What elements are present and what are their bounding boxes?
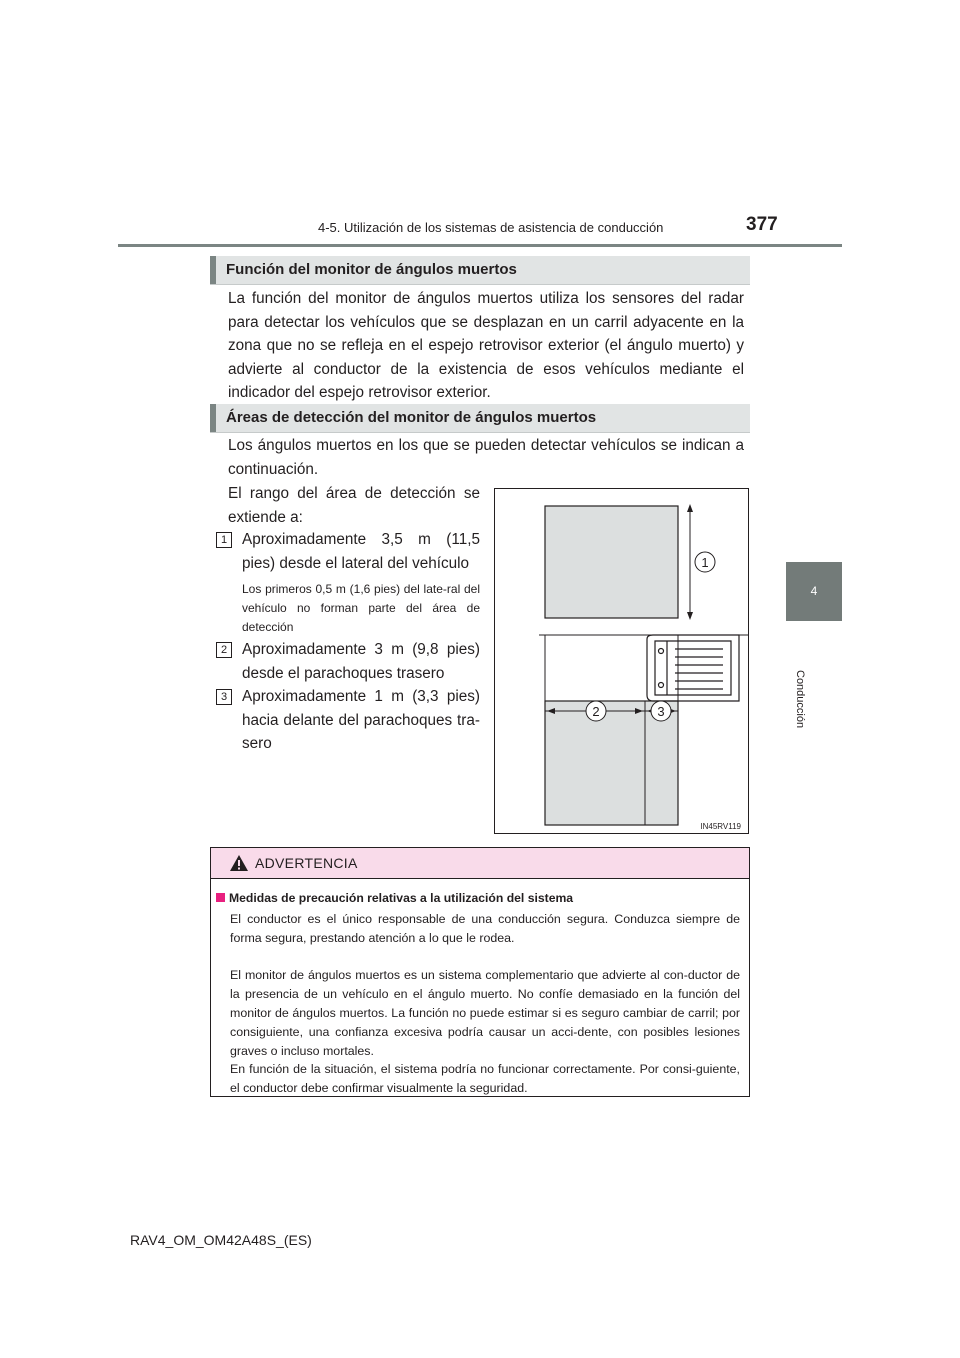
warning-header xyxy=(211,848,749,879)
detection-item-1-note: Los primeros 0,5 m (1,6 pies) del late-ral del vehículo no forman parte del área de detección xyxy=(242,582,480,634)
warning-subheading-text: Medidas de precaución relativas a la utilización del sistema xyxy=(229,891,574,905)
item-number-1: 1 xyxy=(216,532,232,548)
section-heading-text: Función del monitor de ángulos muertos xyxy=(226,261,517,278)
bsm-function-paragraph: La función del monitor de ángulos muertos utiliza los sensores del radar para detectar los vehículos que se desplazan en un carril adyacente en la zona que no se refleja en el espejo retrovisor exterior (el ángulo muerto) y advierte al conductor de la existencia de esos vehículos mediante el indicador del espejo retrovisor exterior. xyxy=(228,290,744,402)
chapter-title: 4-5. Utilización de los sistemas de asistencia de conducción xyxy=(318,220,664,235)
callout-2 xyxy=(586,701,606,721)
section-heading-bar xyxy=(210,404,216,432)
detection-area-diagram xyxy=(495,489,748,833)
side-detection-zone xyxy=(545,506,678,618)
callout-3-label: 3 xyxy=(657,704,665,719)
detection-range-intro: El rango del área de detección se extiende a: xyxy=(228,485,480,526)
item-number-2: 2 xyxy=(216,642,232,658)
section-heading-bsm-function xyxy=(210,256,750,285)
section-heading-text: Áreas de detección del monitor de ángulos muertos xyxy=(226,409,597,426)
page-number: 377 xyxy=(746,214,778,235)
warning-triangle-icon xyxy=(229,854,249,872)
bullet-square-icon xyxy=(216,893,225,902)
warning-title: ADVERTENCIA xyxy=(255,855,358,871)
document-code: RAV4_OM_OM42A48S_(ES) xyxy=(130,1232,312,1248)
detection-item-3: Aproximadamente 1 m (3,3 pies) hacia delante del parachoques tra-sero xyxy=(242,688,480,753)
detection-item-1: Aproximadamente 3,5 m (11,5 pies) desde el lateral del vehículo xyxy=(242,531,480,572)
header-rule xyxy=(118,244,842,247)
vehicle-icon xyxy=(647,635,739,701)
detection-area-figure xyxy=(494,488,749,834)
callout-2-label: 2 xyxy=(592,704,600,719)
figure-code: IN45RV119 xyxy=(700,822,741,831)
chapter-tab-label xyxy=(786,630,842,729)
item-number-3: 3 xyxy=(216,689,232,705)
warning-subheading xyxy=(216,891,746,905)
callout-3 xyxy=(651,701,671,721)
warning-paragraph-1: El conductor es el único responsable de una conducción segura. Conduzca siempre de forma segura, prestando atención a lo que le rodea. xyxy=(230,912,740,945)
section-heading-bar xyxy=(210,256,216,284)
chapter-tab[interactable]: 4 xyxy=(786,562,842,621)
section-heading-detection-areas xyxy=(210,404,750,433)
detection-item-2: Aproximadamente 3 m (9,8 pies) desde el parachoques trasero xyxy=(242,641,480,682)
arrow-head xyxy=(687,504,693,512)
detection-intro-paragraph: Los ángulos muertos en los que se pueden detectar vehículos se indican a continuación. xyxy=(228,437,744,478)
warning-paragraph-3: En función de la situación, el sistema podría no funcionar correctamente. Por consi-guiente, el conductor debe confirmar visualmente la seguridad. xyxy=(230,1062,740,1095)
arrow-head xyxy=(687,612,693,620)
callout-1 xyxy=(695,552,715,572)
callout-1-label: 1 xyxy=(701,555,709,570)
chapter-tab-label-text: Conducción xyxy=(794,670,806,729)
warning-paragraph-2: El monitor de ángulos muertos es un sistema complementario que advierte al con-ductor de la presencia de un vehículo en el ángulo muerto. No confíe demasiado en la función del monitor de ángulos muertos. La función no puede estimar si es seguro cambiar de carril; por consiguiente, una confianza excesiva podría causar un acci-dente, con posibles lesiones graves o incluso mortales. xyxy=(230,968,740,1058)
